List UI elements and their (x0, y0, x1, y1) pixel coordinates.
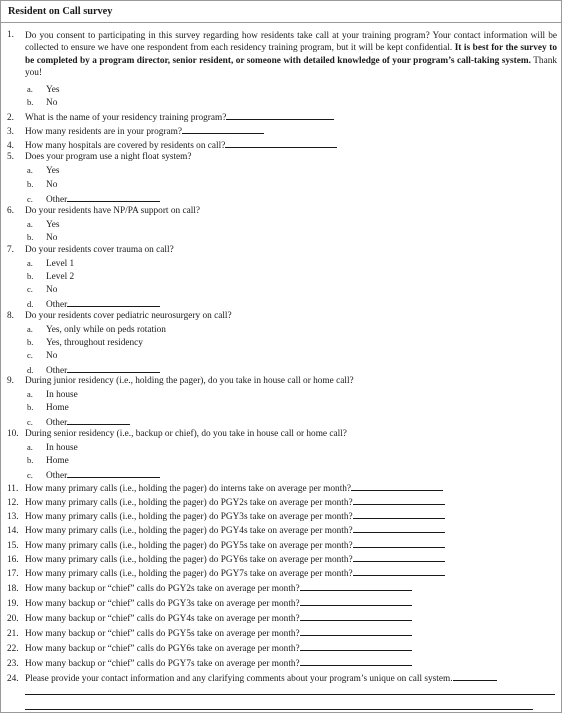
q21: 21. How many backup or “chief” calls do PGY5s take on average per month? (7, 626, 412, 638)
q8-option-a[interactable]: a. Yes, only while on peds rotation (27, 324, 166, 335)
q5-option-a[interactable]: a. Yes (27, 165, 60, 176)
q20: 20. How many backup or “chief” calls do PGY4s take on average per month? (7, 611, 412, 623)
q7-option-c[interactable]: c. No (27, 284, 58, 295)
q7-other-blank[interactable] (67, 297, 160, 307)
q23: 23. How many backup or “chief” calls do PGY7s take on average per month? (7, 656, 412, 668)
q14-answer-blank[interactable] (353, 523, 445, 533)
q9-option-c[interactable]: c. Other (27, 415, 130, 427)
q6: 6. Do your residents have NP/PA support on call? (7, 206, 200, 216)
q9: 9. During junior residency (i.e., holding the pager), do you take in house call or home call? (7, 376, 354, 386)
q17-answer-blank[interactable] (353, 566, 445, 576)
q24-comment-line-1[interactable] (25, 694, 555, 695)
q8-option-b[interactable]: b. Yes, throughout residency (27, 337, 143, 348)
q2: 2. What is the name of your residency training program? (7, 110, 334, 122)
q8-option-c[interactable]: c. No (27, 350, 58, 361)
q15: 15. How many primary calls (i.e., holding the pager) do PGY5s take on average per month? (7, 538, 445, 550)
q18: 18. How many backup or “chief” calls do PGY2s take on average per month? (7, 581, 412, 593)
q14: 14. How many primary calls (i.e., holding the pager) do PGY4s take on average per month? (7, 523, 445, 535)
q7-option-a[interactable]: a. Level 1 (27, 258, 75, 269)
q1-number: 1. (7, 30, 14, 40)
q21-answer-blank[interactable] (300, 626, 412, 636)
q5-other-blank[interactable] (67, 192, 160, 202)
q23-answer-blank[interactable] (300, 656, 412, 666)
q3: 3. How many residents are in your program? (7, 124, 264, 136)
q7-option-d[interactable]: d. Other (27, 297, 160, 309)
q20-answer-blank[interactable] (300, 611, 412, 621)
q9-option-b[interactable]: b. Home (27, 402, 69, 413)
q1-text (25, 30, 557, 80)
q16-answer-blank[interactable] (353, 552, 445, 562)
q12: 12. How many primary calls (i.e., holding the pager) do PGY2s take on average per month? (7, 495, 445, 507)
q24-comment-line-2[interactable] (25, 709, 533, 710)
q11: 11. How many primary calls (i.e., holding the pager) do interns take on average per month? (7, 481, 443, 493)
q4-answer-blank[interactable] (225, 138, 337, 148)
q8-option-d[interactable]: d. Other (27, 363, 160, 375)
q10-option-b[interactable]: b. Home (27, 455, 69, 466)
q1-text-bold: It is best for the survey to be completed by a program director, senior resident, or someone with detailed knowledge of your program’s call-taking system. (25, 43, 557, 66)
survey-title: Resident on Call survey (8, 6, 113, 17)
q10-other-blank[interactable] (67, 468, 160, 478)
q22-answer-blank[interactable] (300, 641, 412, 651)
q11-answer-blank[interactable] (351, 481, 443, 491)
q8: 8. Do your residents cover pediatric neurosurgery on call? (7, 311, 232, 321)
q1-text-end: Thank you! (25, 55, 557, 79)
q5: 5. Does your program use a night float system? (7, 152, 192, 162)
q19: 19. How many backup or “chief” calls do PGY3s take on average per month? (7, 596, 412, 608)
q17: 17. How many primary calls (i.e., holding the pager) do PGY7s take on average per month? (7, 566, 445, 578)
q4: 4. How many hospitals are covered by residents on call? (7, 138, 337, 150)
q10-option-a[interactable]: a. In house (27, 442, 78, 453)
q13-answer-blank[interactable] (353, 509, 445, 519)
q10-option-c[interactable]: c. Other (27, 468, 160, 480)
q9-other-blank[interactable] (67, 415, 130, 425)
q9-option-a[interactable]: a. In house (27, 389, 78, 400)
q19-answer-blank[interactable] (300, 596, 412, 606)
q13: 13. How many primary calls (i.e., holding the pager) do PGY3s take on average per month? (7, 509, 445, 521)
q24-answer-blank[interactable] (453, 671, 497, 681)
q1-text-plain: Do you consent to participating in this survey regarding how residents take call at your training program? Your contact information will be collected to ensure we have one respondent from each residency training program, but it will be kept confidential. (25, 31, 557, 54)
q7: 7. Do your residents cover trauma on call? (7, 245, 174, 255)
q16: 16. How many primary calls (i.e., holding the pager) do PGY6s take on average per month? (7, 552, 445, 564)
q18-answer-blank[interactable] (300, 581, 412, 591)
q15-answer-blank[interactable] (353, 538, 445, 548)
q8-other-blank[interactable] (67, 363, 160, 373)
q24: 24. Please provide your contact information and any clarifying comments about your program’s unique on call system. (7, 671, 497, 683)
q3-answer-blank[interactable] (182, 124, 264, 134)
q1-option-b[interactable]: b. No (27, 97, 58, 108)
q12-answer-blank[interactable] (353, 495, 445, 505)
q22: 22. How many backup or “chief” calls do PGY6s take on average per month? (7, 641, 412, 653)
q5-option-b[interactable]: b. No (27, 179, 58, 190)
q5-option-c[interactable]: c. Other (27, 192, 160, 204)
q2-answer-blank[interactable] (226, 110, 334, 120)
q10: 10. During senior residency (i.e., backup or chief), do you take in house call or home call? (7, 429, 347, 439)
q1-option-a[interactable]: a. Yes (27, 84, 60, 95)
q7-option-b[interactable]: b. Level 2 (27, 271, 75, 282)
title-divider (1, 22, 561, 23)
q6-option-a[interactable]: a. Yes (27, 219, 60, 230)
q6-option-b[interactable]: b. No (27, 232, 58, 243)
